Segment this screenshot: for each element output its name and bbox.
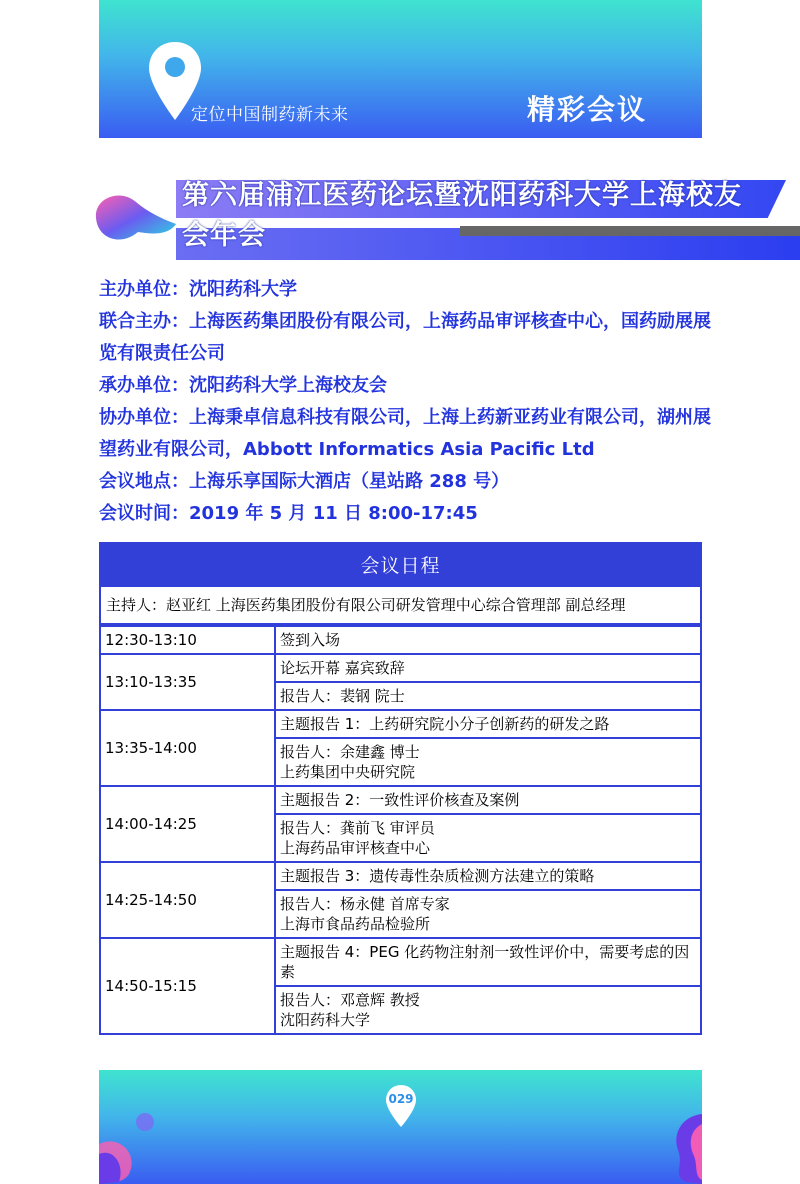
organizer-line: 主办单位：沈阳药科大学 <box>99 279 297 300</box>
schedule-time-cell: 12:30-13:10 <box>100 626 275 654</box>
event-title: 第六届浦江医药论坛暨沈阳药科大学上海校友会年会 <box>182 180 742 251</box>
decorative-dot-icon <box>135 1112 155 1132</box>
table-row <box>100 654 701 682</box>
schedule-grid <box>99 625 702 1035</box>
schedule-time-cell: 14:50-15:15 <box>100 938 275 1034</box>
page-pin-icon <box>385 1084 417 1128</box>
schedule-time-cell: 13:10-13:35 <box>100 654 275 710</box>
assistants-line: 协办单位：上海秉卓信息科技有限公司，上海上药新亚药业有限公司，湖州展望药业有限公司，Abbott Informatics Asia Pacific Ltd <box>99 407 711 460</box>
table-row <box>100 862 701 890</box>
schedule-item-cell: 主题报告 3：遗传毒性杂质检测方法建立的策略 <box>275 862 701 890</box>
decorative-blob-icon <box>99 1124 159 1184</box>
table-row <box>100 710 701 738</box>
schedule-item-cell: 报告人：余建鑫 博士 上药集团中央研究院 <box>275 738 701 786</box>
schedule-table <box>99 542 702 1035</box>
table-row <box>100 938 701 986</box>
section-title: 精彩会议 <box>526 93 647 126</box>
schedule-item-cell: 报告人：邓意辉 教授 沈阳药科大学 <box>275 986 701 1034</box>
schedule-time-cell: 14:00-14:25 <box>100 786 275 862</box>
decorative-blob-icon <box>90 184 180 248</box>
event-info <box>99 274 719 530</box>
schedule-time-cell: 14:25-14:50 <box>100 862 275 938</box>
table-row <box>100 786 701 814</box>
co-organizers-line: 联合主办：上海医药集团股份有限公司，上海药品审评核查中心，国药励展展览有限责任公司 <box>99 311 711 364</box>
undertaker-line: 承办单位：沈阳药科大学上海校友会 <box>99 375 387 396</box>
venue-line: 会议地点：上海乐享国际大酒店（星站路 288 号） <box>99 471 510 492</box>
table-row <box>100 626 701 654</box>
header-banner <box>99 0 702 138</box>
page-number: 029 <box>388 1092 414 1106</box>
schedule-item-cell: 论坛开幕 嘉宾致辞 <box>275 654 701 682</box>
host-line: 主持人：赵亚红 上海医药集团股份有限公司研发管理中心综合管理部 副总经理 <box>99 587 702 625</box>
schedule-item-cell: 报告人：龚前飞 审评员 上海药品审评核查中心 <box>275 814 701 862</box>
schedule-item-cell: 报告人：裴钢 院士 <box>275 682 701 710</box>
schedule-item-cell: 主题报告 4：PEG 化药物注射剂一致性评价中，需要考虑的因素 <box>275 938 701 986</box>
schedule-time-cell: 13:35-14:00 <box>100 710 275 786</box>
time-line: 会议时间：2019 年 5 月 11 日 8:00-17:45 <box>99 503 478 524</box>
decorative-blob-icon <box>642 1110 702 1184</box>
schedule-item-cell: 主题报告 2：一致性评价核查及案例 <box>275 786 701 814</box>
schedule-item-cell: 签到入场 <box>275 626 701 654</box>
header-slogan: 定位中国制药新未来 <box>191 105 349 125</box>
schedule-item-cell: 主题报告 1：上药研究院小分子创新药的研发之路 <box>275 710 701 738</box>
schedule-item-cell: 报告人：杨永健 首席专家 上海市食品药品检验所 <box>275 890 701 938</box>
event-title-block <box>90 172 800 262</box>
footer-banner <box>99 1070 702 1184</box>
schedule-heading: 会议日程 <box>99 542 702 587</box>
